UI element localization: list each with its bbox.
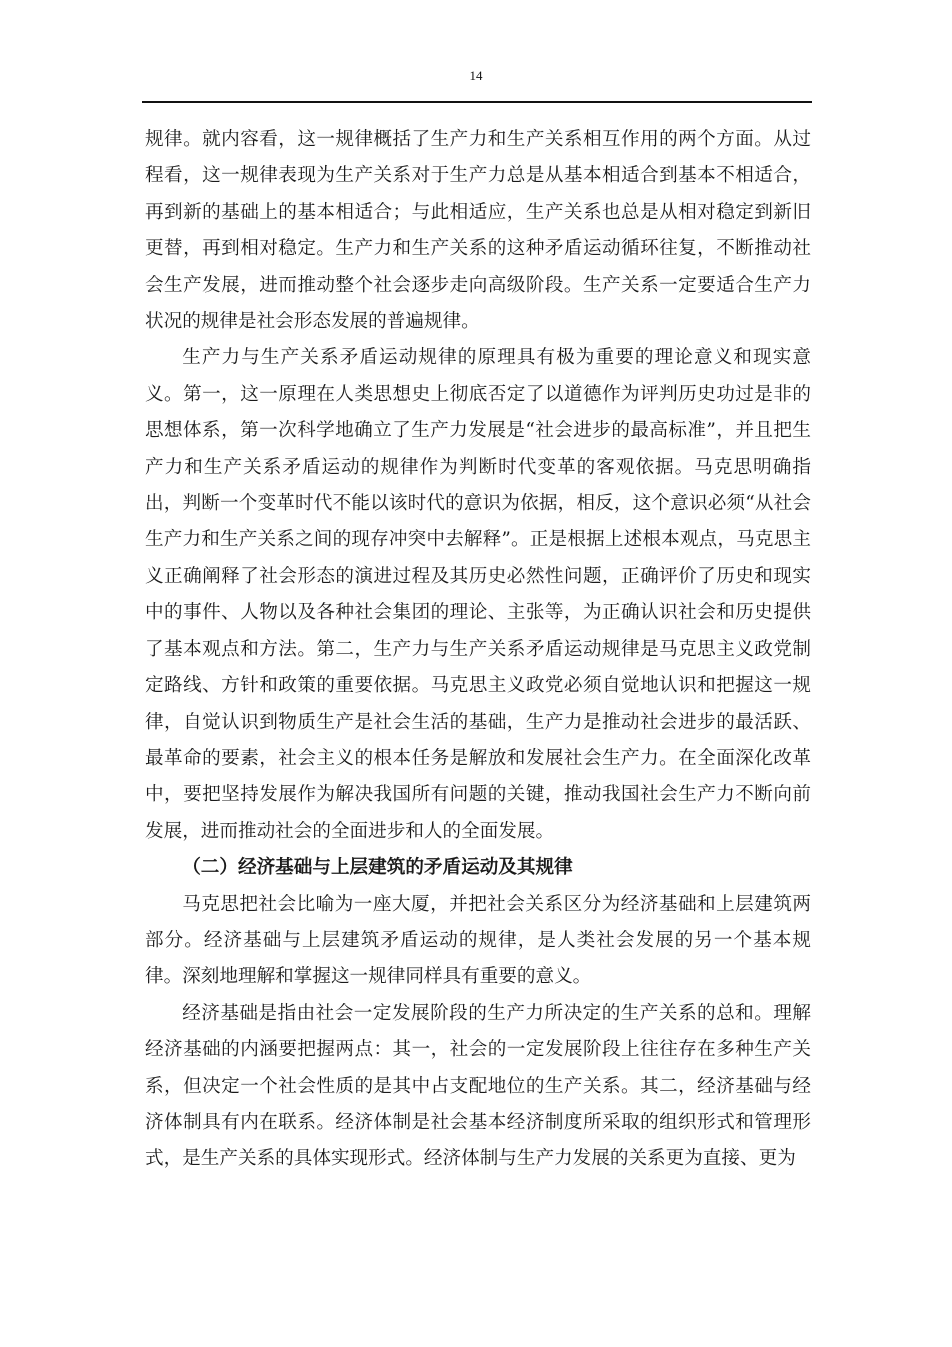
header-rule	[142, 101, 812, 103]
page-number: 14	[469, 68, 483, 83]
section-heading: （二）经济基础与上层建筑的矛盾运动及其规律	[182, 857, 573, 879]
page-body	[145, 122, 811, 1178]
paragraph-economic-base: 经济基础是指由社会一定发展阶段的生产力所决定的生产关系的总和。理解经济基础的内涵要把握两点：其一，社会的一定发展阶段上往往存在多种生产关系，但决定一个社会性质的是其中占支配地位的生产关系。其二，经济基础与经济体制具有内在联系。经济体制是社会基本经济制度所采取的组织形式和管理形式，是生产关系的具体实现形式。经济体制与生产力发展的关系更为直接、更为	[145, 1002, 811, 1170]
paragraph-building-metaphor: 马克思把社会比喻为一座大厦，并把社会关系区分为经济基础和上层建筑两部分。经济基础与上层建筑矛盾运动的规律，是人类社会发展的另一个基本规律。深刻地理解和掌握这一规律同样具有重要的意义。	[145, 893, 811, 988]
paragraph-continuation: 规律。就内容看，这一规律概括了生产力和生产关系相互作用的两个方面。从过程看，这一规律表现为生产关系对于生产力总是从基本相适合到基本不相适合，再到新的基础上的基本相适合；与此相适应，生产关系也总是从相对稳定到新旧更替，再到相对稳定。生产力和生产关系的这种矛盾运动循环往复，不断推动社会生产发展，进而推动整个社会逐步走向高级阶段。生产关系一定要适合生产力状况的规律是社会形态发展的普遍规律。	[145, 129, 811, 333]
paragraph-significance: 生产力与生产关系矛盾运动规律的原理具有极为重要的理论意义和现实意义。第一，这一原理在人类思想史上彻底否定了以道德作为评判历史功过是非的思想体系，第一次科学地确立了生产力发展是“社会进步的最高标准”，并且把生产力和生产关系矛盾运动的规律作为判断时代变革的客观依据。马克思明确指出，判断一个变革时代不能以该时代的意识为依据，相反，这个意识必须“从社会生产力和生产关系之间的现存冲突中去解释”。正是根据上述根本观点，马克思主义正确阐释了社会形态的演进过程及其历史必然性问题，正确评价了历史和现实中的事件、人物以及各种社会集团的理论、主张等，为正确认识社会和历史提供了基本观点和方法。第二，生产力与生产关系矛盾运动规律是马克思主义政党制定路线、方针和政策的重要依据。马克思主义政党必须自觉地认识和把握这一规律，自觉认识到物质生产是社会生活的基础，生产力是推动社会进步的最活跃、最革命的要素，社会主义的根本任务是解放和发展社会生产力。在全面深化改革中，要把坚持发展作为解决我国所有问题的关键，推动我国社会生产力不断向前发展，进而推动社会的全面进步和人的全面发展。	[145, 347, 811, 842]
